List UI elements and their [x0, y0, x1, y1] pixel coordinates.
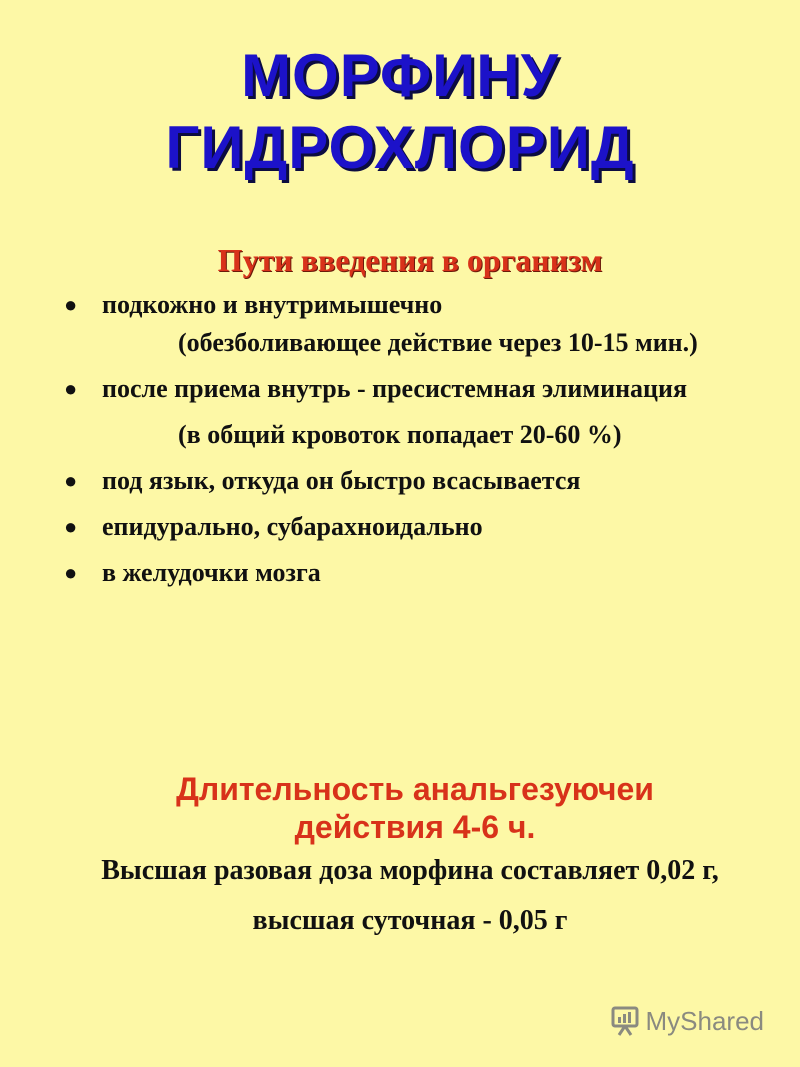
list-item-text: подкожно и внутримышечно: [102, 290, 443, 319]
watermark: [610, 1005, 765, 1037]
title-line-1: МОРФИНУ: [241, 42, 559, 109]
dose-daily: высшая суточная - 0,05 г: [252, 905, 568, 936]
bullet-icon: ●: [64, 376, 78, 401]
bullet-icon: ●: [64, 514, 78, 539]
list-item-text: после приема внутрь - пресистемная элиминация: [102, 374, 688, 403]
bullet-icon: ●: [64, 468, 78, 493]
list-item-note: (обезболивающее действие через 10-15 мин.): [178, 328, 698, 357]
bullet-icon: ●: [64, 292, 78, 317]
watermark-text: MyShared: [645, 1005, 764, 1036]
list-item-text: епидурально, субарахноидально: [102, 512, 483, 541]
routes-list: [60, 290, 756, 588]
dose-info: [60, 855, 760, 937]
bullet-icon: ●: [64, 560, 78, 585]
duration-text: Длительность анальгезуючеи действия 4-6 ч.: [176, 771, 654, 845]
list-item-note: (в общий кровоток попадает 20-60 %): [178, 420, 622, 449]
list-item-text: под язык, откуда он быстро всасывается: [102, 466, 581, 495]
list-item: [60, 558, 756, 588]
list-item: [60, 512, 756, 542]
dose-single: Высшая разовая доза морфина составляет 0,02 г,: [101, 855, 719, 886]
presentation-icon: [610, 1005, 640, 1037]
section-subtitle: Пути введения в организм: [217, 242, 603, 278]
list-item: [60, 290, 756, 320]
list-item-text: в желудочки мозга: [102, 558, 321, 587]
page-title: [0, 40, 800, 184]
title-line-2: ГИДРОХЛОРИД: [165, 114, 635, 181]
list-item: [60, 466, 756, 496]
list-item: [60, 374, 756, 404]
